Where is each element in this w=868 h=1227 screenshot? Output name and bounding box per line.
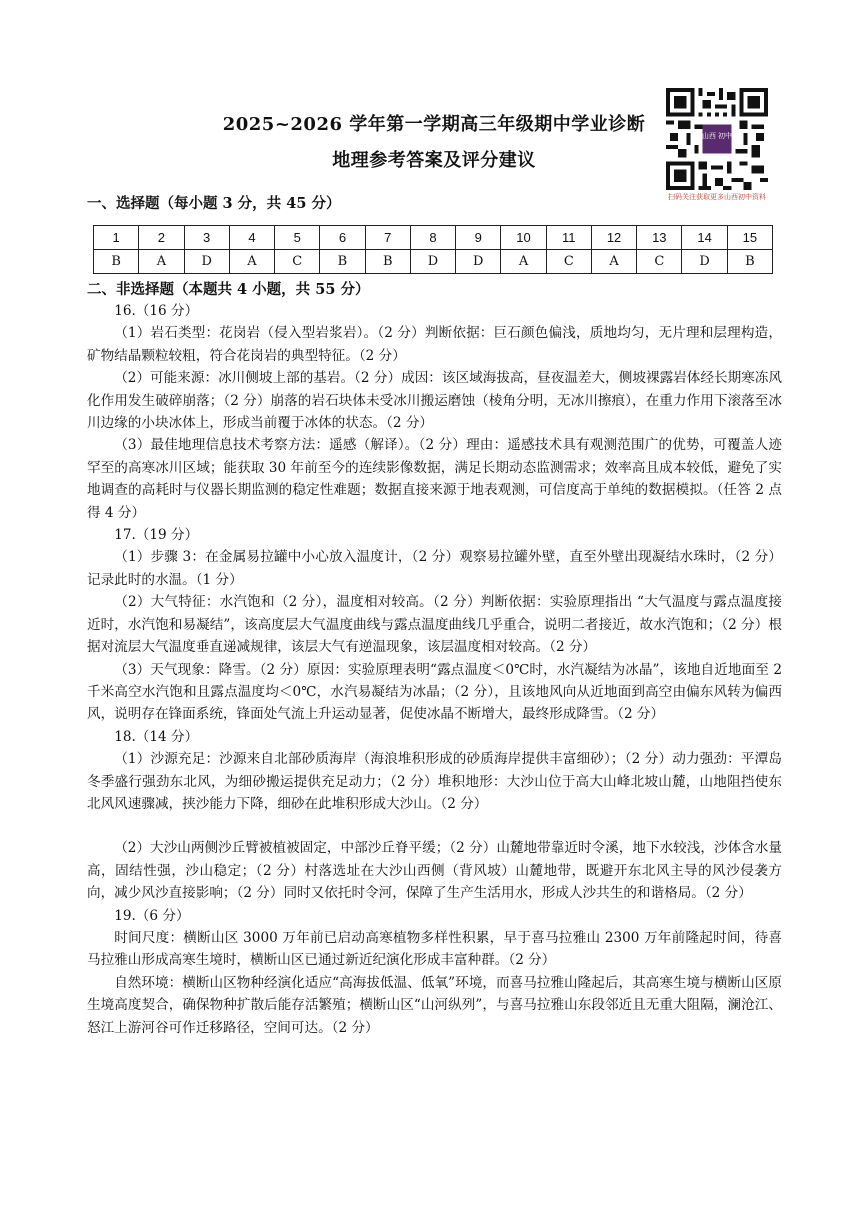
question-16-heading: 16.（16 分） — [114, 303, 199, 319]
question-18-part-1: （1）沙源充足：沙源来自北部砂质海岸（海浪堆积形成的砂质海岸提供丰富细砂）；（2 分）动力强劲：平潭岛冬季盛行强劲东北风，为细砂搬运提供充足动力；（2 分）堆积地形：大沙山位于高大山峰北坡山麓，山地阻挡使东北风风速骤减，挟沙能力下降，细砂在此堆积形成大沙山。（2 分） — [87, 751, 782, 812]
question-number: 7 — [365, 226, 410, 250]
document-subtitle: 地理参考答案及评分建议 — [332, 150, 536, 171]
answer-cell: A — [139, 250, 184, 274]
qr-caption: 扫码关注获取更多山西初中资料 — [668, 193, 766, 201]
question-number: 15 — [727, 226, 772, 250]
question-number: 14 — [682, 226, 727, 250]
answer-cell: A — [591, 250, 636, 274]
question-number: 2 — [139, 226, 184, 250]
question-number: 4 — [229, 226, 274, 250]
answer-cell: D — [410, 250, 455, 274]
answer-cell: D — [682, 250, 727, 274]
spacer — [87, 815, 782, 837]
question-18-part-2: （2）大沙山两侧沙丘臂被植被固定，中部沙丘脊平缓；（2 分）山麓地带靠近时令溪，地下水较浅，沙体含水量高，固结性强，沙山稳定；（2 分）村落选址在大沙山西侧（背风坡）山麓地带，既避开东北风主导的风沙侵袭方向，减少风沙直接影响；（2 分）同时又依托时令河，保障了生产生活用水，形成人沙共生的和谐格局。（2 分） — [87, 840, 782, 902]
question-number-row — [94, 226, 773, 250]
question-17-part-2: （2）大气特征：水汽饱和（2 分），温度相对较高。（2 分）判断依据：实验原理指出 “大气温度与露点温度接近时，水汽饱和易凝结”，该高度层大气温度曲线与露点温度曲线几乎重合，说明二者接近，故水汽饱和；（2 分）根据对流层大气温度垂直递减规律，该层大气有逆温现象，该层温度相对较高。（2 分） — [87, 594, 782, 656]
answer-cell: B — [365, 250, 410, 274]
question-number: 9 — [456, 226, 501, 250]
question-19-part-1: 时间尺度：横断山区 3000 万年前已启动高寒植物多样性积累，早于喜马拉雅山 2300 万年前隆起时间，待喜马拉雅山形成高寒生境时，横断山区已通过新近纪演化形成丰富种群。（2 分） — [87, 929, 782, 969]
question-number: 12 — [591, 226, 636, 250]
question-17-part-3: （3）天气现象：降雪。（2 分）原因：实验原理表明“露点温度＜0℃时，水汽凝结为冰晶”，该地自近地面至 2 千米高空水汽饱和且露点温度均＜0℃，水汽易凝结为冰晶；（2 分），且该地风向从近地面到高空由偏东风转为偏西风，说明存在锋面系统，锋面处气流上升运动显著，促使冰晶不断增大，最终形成降雪。（2 分） — [87, 661, 782, 723]
svg-text:山西 初中: 山西 初中 — [702, 131, 732, 140]
answer-cell: D — [456, 250, 501, 274]
answer-cell: B — [320, 250, 365, 274]
answer-cell: C — [275, 250, 320, 274]
question-16-part-2: （2）可能来源：冰川侧坡上部的基岩。（2 分）成因：该区域海拔高，昼夜温差大，侧坡裸露岩体经长期寒冻风化作用发生破碎崩落；（2 分）崩落的岩石块体未受冰川搬运磨蚀（棱角分明，无冰川擦痕），在重力作用下滚落至冰川边缘的小块冰体上，形成当前覆于冰体的状态。（2 分） — [87, 370, 782, 432]
answer-cell: B — [94, 250, 139, 274]
answer-body — [87, 300, 782, 1039]
answer-cell: D — [184, 250, 229, 274]
answer-table — [93, 225, 773, 274]
answer-row — [94, 250, 773, 274]
question-number: 10 — [501, 226, 546, 250]
question-16-part-1: （1）岩石类型：花岗岩（侵入型岩浆岩）。（2 分）判断依据：巨石颜色偏浅，质地均匀，无片理和层理构造，矿物结晶颗粒较粗，符合花岗岩的典型特征。（2 分） — [87, 325, 782, 364]
question-number: 13 — [637, 226, 682, 250]
question-17-part-1: （1）步骤 3：在金属易拉罐中小心放入温度计，（2 分）观察易拉罐外壁，直至外壁出现凝结水珠时，（2 分）记录此时的水温。（1 分） — [87, 549, 782, 588]
question-number: 3 — [184, 226, 229, 250]
question-number: 11 — [546, 226, 591, 250]
answer-cell: C — [546, 250, 591, 274]
answer-cell: A — [229, 250, 274, 274]
answer-cell: B — [727, 250, 772, 274]
question-18-heading: 18.（14 分） — [114, 728, 199, 745]
question-16-part-3: （3）最佳地理信息技术考察方法：遥感（解译）。（2 分）理由：遥感技术具有观测范围广的优势，可覆盖人迹罕至的高寒冰川区域；能获取 30 年前至今的连续影像数据，满足长期动态监测需求；效率高且成本较低，避免了实地调查的高耗时与仪器长期监测的稳定性难题；数据直接来源于地表观测，可信度高于单纯的数据模拟。（任答 2 点得 4 分） — [87, 437, 782, 521]
section-2-heading: 二、非选择题（本题共 4 小题，共 55 分） — [87, 281, 370, 298]
qr-code-icon[interactable] — [666, 88, 768, 190]
question-19-heading: 19.（6 分） — [114, 907, 190, 924]
document-title: 2025~2026 学年第一学期高三年级期中学业诊断 — [222, 114, 646, 135]
question-19-part-2: 自然环境：横断山区物种经演化适应“高海拔低温、低氧”环境，而喜马拉雅山隆起后，其高寒生境与横断山区原生境高度契合，确保物种扩散后能存活繁殖；横断山区“山河纵列”，与喜马拉雅山东段邻近且无重大阻隔，澜沧江、怒江上游河谷可作迁移路径，空间可达。（2 分） — [87, 974, 782, 1036]
answer-cell: A — [501, 250, 546, 274]
question-number: 1 — [94, 226, 139, 250]
question-number: 5 — [275, 226, 320, 250]
section-1-heading: 一、选择题（每小题 3 分，共 45 分） — [87, 195, 341, 212]
question-17-heading: 17.（19 分） — [114, 527, 199, 544]
question-number: 8 — [410, 226, 455, 250]
answer-cell: C — [637, 250, 682, 274]
question-number: 6 — [320, 226, 365, 250]
